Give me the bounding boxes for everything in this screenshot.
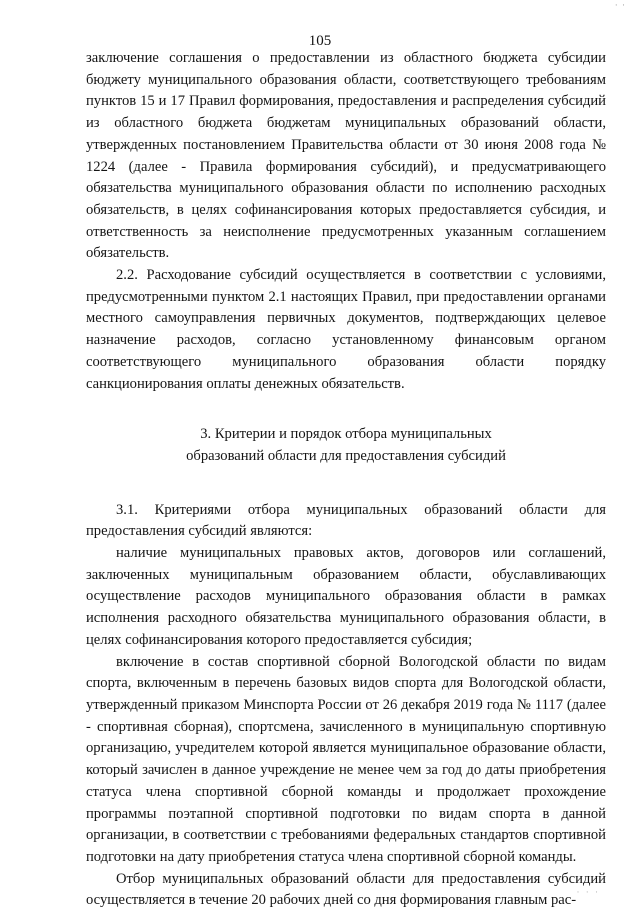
paragraph-selection-timing: Отбор муниципальных образований области для предоставления субсидий осуществляется в течение 20 рабочих дней со дня формирования главным рас-	[86, 870, 606, 909]
paragraph-criterion-legal-acts: наличие муниципальных правовых актов, договоров или соглашений, заключенных муниципальным образованием области, обуславливающих осуществление расходов муниципального образования области в рамках исполнения расходного обязательства муниципального образования области, в целях софинансирования которого предоставляется субсидия;	[86, 545, 606, 648]
paragraph-criterion-sports-team: включение в состав спортивной сборной Вологодской области по видам спорта, включенным в перечень базовых видов спорта для Вологодской области, утвержденный приказом Минспорта России от 26 декабря 2019 года № 1117 (далее - спортивная сборная), спортсмена, зачисленного в муниципальную спортивную организацию, учредителем которой является муниципальное образование области, который зачислен в данное учреждение не менее чем за год до даты приобретения статуса члена спортивной сборной команды и продолжает прохождение программы поэтапной спортивной подготовки по видам спорта в данной организации, в соответствии с требованиями федеральных стандартов спортивной подготовки на дату приобретения статуса члена спортивной сборной команды.	[86, 653, 606, 865]
section-heading-line-1: 3. Критерии и порядок отбора муниципальных	[200, 426, 492, 443]
section-heading-line-2: образований области для предоставления субсидий	[186, 447, 506, 464]
section-3-heading	[86, 424, 606, 467]
page-number: 105	[308, 33, 332, 49]
scan-corner-mark: · ·	[614, 0, 626, 10]
paragraph-3-1: 3.1. Критериями отбора муниципальных образований области для предоставления субсидий являются:	[86, 501, 606, 540]
paragraph-agreement-conclusion: заключение соглашения о предоставлении из областного бюджета субсидии бюджету муниципального образования области, соответствующего требованиям пунктов 15 и 17 Правил формирования, предоставления и распределения субсидий из областного бюджета бюджетам муниципальных образований области, утвержденных постановлением Правительства области от 30 июня 2008 года № 1224 (далее - Правила формирования субсидий), и предусматривающего обязательства муниципального образования области по исполнению расходных обязательств, в целях софинансирования которых предоставляется субсидия, и ответственность за неисполнение предусмотренных указанным соглашением обязательств.	[86, 50, 606, 262]
document-body	[86, 48, 606, 912]
paragraph-2-2: 2.2. Расходование субсидий осуществляется в соответствии с условиями, предусмотренными пунктом 2.1 настоящих Правил, при предоставлении органами местного самоуправления первичных документов, подтверждающих целевое назначение расходов, согласно установленному финансовым органом соответствующего муниципального образования области порядку санкционирования оплаты денежных обязательств.	[86, 267, 606, 392]
scan-bottom-mark: · · ·	[576, 887, 600, 897]
